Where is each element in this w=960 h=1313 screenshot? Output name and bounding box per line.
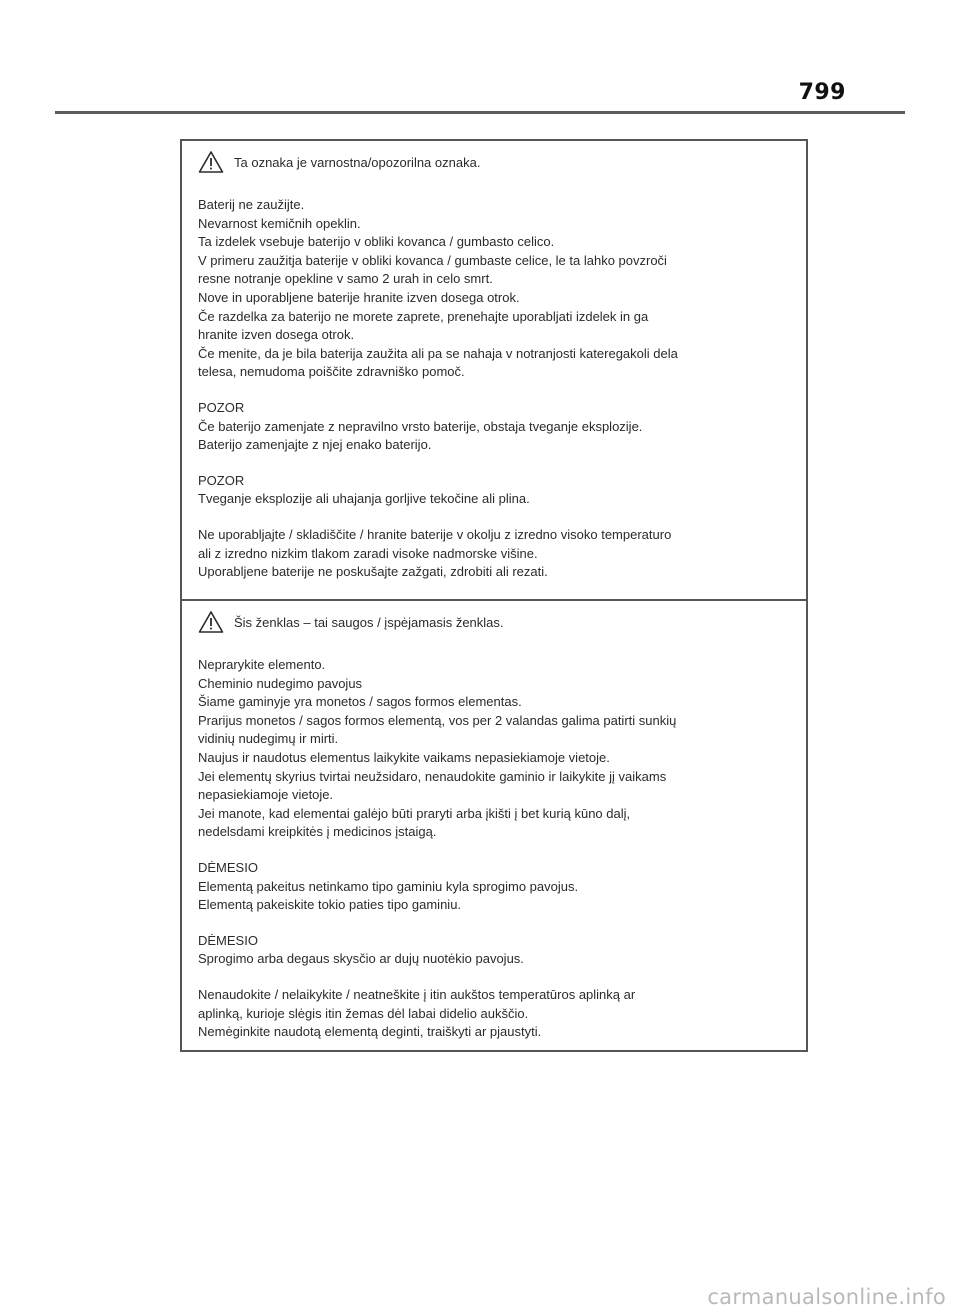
lithuanian-paragraph-environment — [198, 986, 790, 1042]
page-number: 799 — [798, 80, 846, 105]
lithuanian-paragraph-caution-replacement — [198, 859, 790, 915]
text-line: Elementą pakeiskite tokio paties tipo gaminiu. — [198, 897, 462, 913]
text-line: ali z izredno nizkim tlakom zaradi visoke nadmorske višine. — [198, 545, 538, 561]
slovenian-paragraph-caution-explosion — [198, 472, 790, 509]
lithuanian-warning-heading: Šis ženklas – tai saugos / įspėjamasis ženklas. — [234, 614, 504, 630]
text-line: Jei elementų skyrius tvirtai neužsidaro, nenaudokite gaminio ir laikykite jį vaikams — [198, 768, 667, 784]
text-line: Baterij ne zaužijte. — [198, 197, 305, 212]
text-line: nepasiekiamoje vietoje. — [198, 787, 334, 803]
lithuanian-warning-section — [182, 601, 806, 1052]
spacer — [198, 969, 790, 986]
warning-triangle-icon — [198, 610, 224, 634]
text-line: Prarijus monetos / sagos formos elementą, vos per 2 valandas galima patirti sunkių — [198, 712, 677, 728]
text-line: Nove in uporabljene baterije hranite izven dosega otrok. — [198, 289, 520, 305]
slovenian-paragraph-caution-replacement — [198, 399, 790, 455]
text-line: V primeru zaužitja baterije v obliki kovanca / gumbaste celice, le ta lahko povzroči — [198, 252, 667, 268]
text-line: Sprogimo arba degaus skysčio ar dujų nuotėkio pavojus. — [198, 951, 524, 967]
text-line: vidinių nudegimų ir mirti. — [198, 731, 339, 747]
lithuanian-warning-header — [198, 605, 790, 639]
text-line: Uporabljene baterije ne poskušajte zažgati, zdrobiti ali rezati. — [198, 564, 548, 580]
spacer — [198, 455, 790, 472]
caution-label: POZOR — [198, 472, 245, 488]
text-line: Če razdelka za baterijo ne morete zaprete, prenehajte uporabljati izdelek in ga — [198, 308, 649, 324]
caution-label: DĖMESIO — [198, 859, 258, 875]
text-line: hranite izven dosega otrok. — [198, 327, 355, 343]
battery-warning-box — [180, 139, 808, 1052]
caution-label: POZOR — [198, 399, 245, 415]
slovenian-warning-header — [198, 145, 790, 179]
text-line: Naujus ir naudotus elementus laikykite vaikams nepasiekiamoje vietoje. — [198, 749, 610, 765]
slovenian-warning-heading: Ta oznaka je varnostna/opozorilna oznaka. — [234, 154, 481, 170]
text-line: Nemėginkite naudotą elementą deginti, traiškyti ar pjaustyti. — [198, 1024, 542, 1040]
text-line: Če menite, da je bila baterija zaužita ali pa se nahaja v notranjosti kateregakoli dela — [198, 345, 678, 361]
text-line: Jei manote, kad elementai galėjo būti praryti arba įkišti į bet kurią kūno dalį, — [198, 805, 631, 821]
slovenian-paragraph-ingestion — [198, 196, 790, 382]
warning-triangle-icon — [198, 150, 224, 174]
site-watermark: carmanualsonline.info — [707, 1285, 946, 1309]
slovenian-warning-section — [182, 141, 806, 599]
text-line: Nenaudokite / nelaikykite / neatneškite į itin aukštos temperatūros aplinką ar — [198, 986, 636, 1002]
text-line: aplinką, kurioje slėgis itin žemas dėl labai didelio aukščio. — [198, 1005, 529, 1021]
text-line: Baterijo zamenjajte z njej enako baterijo. — [198, 437, 432, 453]
lithuanian-paragraph-ingestion — [198, 656, 790, 842]
text-line: Šiame gaminyje yra monetos / sagos formos elementas. — [198, 694, 522, 710]
spacer — [198, 179, 790, 196]
caution-label: DĖMESIO — [198, 932, 258, 948]
text-line: Elementą pakeitus netinkamo tipo gaminiu kyla sprogimo pavojus. — [198, 878, 579, 894]
text-line: resne notranje opekline v samo 2 urah in celo smrt. — [198, 271, 493, 287]
text-line: Če baterijo zamenjate z nepravilno vrsto baterije, obstaja tveganje eksplozije. — [198, 418, 643, 434]
spacer — [198, 509, 790, 526]
text-line: telesa, nemudoma poiščite zdravniško pomoč. — [198, 364, 465, 380]
text-line: Ne uporabljajte / skladiščite / hranite baterije v okolju z izredno visoko temperaturo — [198, 526, 672, 542]
spacer — [198, 639, 790, 656]
slovenian-paragraph-environment — [198, 526, 790, 582]
spacer — [198, 382, 790, 399]
text-line: Ta izdelek vsebuje baterijo v obliki kovanca / gumbasto celico. — [198, 234, 555, 250]
text-line: Neprarykite elemento. — [198, 657, 326, 672]
text-line: nedelsdami kreipkitės į medicinos įstaigą. — [198, 824, 437, 840]
header-divider — [55, 111, 905, 114]
lithuanian-paragraph-caution-explosion — [198, 932, 790, 969]
spacer — [198, 915, 790, 932]
text-line: Nevarnost kemičnih opeklin. — [198, 215, 361, 231]
text-line: Cheminio nudegimo pavojus — [198, 675, 363, 691]
spacer — [198, 842, 790, 859]
text-line: Tveganje eksplozije ali uhajanja gorljive tekočine ali plina. — [198, 491, 530, 507]
